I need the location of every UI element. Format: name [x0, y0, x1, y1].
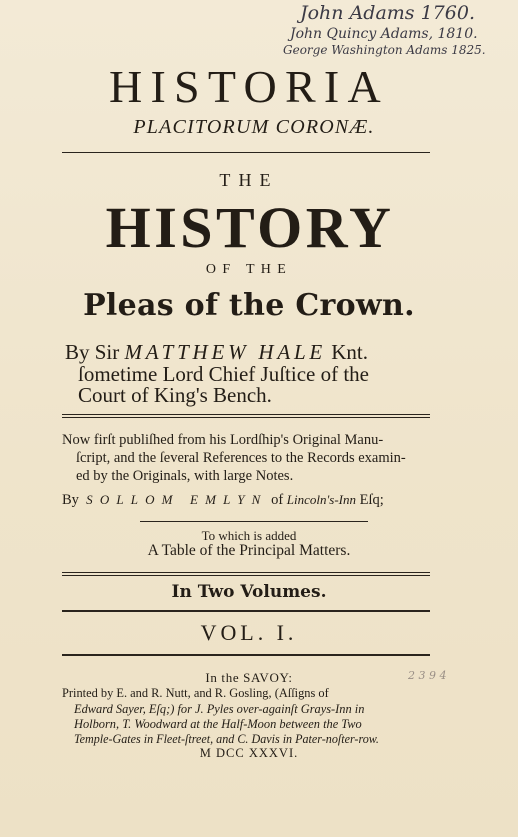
divider [62, 414, 430, 418]
divider [140, 521, 368, 522]
pencil-shelf-mark: 2 3 9 4 [408, 669, 447, 682]
subtitle-placitorum-coronae: PLACITORUM CORONÆ. [133, 116, 375, 138]
title-the: THE [219, 170, 279, 190]
author-office-line: ſometime Lord Chief Juſtice of the [78, 362, 370, 386]
title-pleas-of-the-crown: Pleas of the Crown. [83, 288, 415, 323]
publication-line-1: Now firſt publiſhed from his Lordſhip's Original Manu- [62, 432, 384, 448]
volumes-label: In Two Volumes. [171, 582, 327, 602]
editor-inn: Lincoln's-Inn [286, 492, 357, 507]
divider [62, 152, 430, 153]
signature-john-quincy-adams: John Quincy Adams, 1810. [290, 26, 478, 42]
title-historia: HISTORIA [108, 61, 390, 112]
editor-esq: Eſq; [359, 492, 384, 508]
imprint-place: In the SAVOY: [205, 670, 293, 685]
divider [62, 572, 430, 576]
author-court-line: Court of King's Bench. [78, 383, 272, 407]
volume-number: VOL. I. [200, 620, 298, 645]
author-knt: Knt. [331, 340, 369, 364]
imprint-line-1: Printed by E. and R. Nutt, and R. Gosling, (Aſſigns of [62, 686, 329, 700]
editor-line [62, 492, 434, 509]
editor-of: of [271, 492, 284, 508]
editor-by: By [62, 492, 79, 508]
publication-line-2: ſcript, and the ſeveral References to the Records examin- [76, 450, 406, 466]
divider [62, 610, 430, 612]
imprint-date: M DCC XXXVI. [199, 746, 299, 760]
title-history: HISTORY [105, 195, 395, 260]
editor-name: SOLLOM EMLYN [86, 492, 268, 507]
signature-george-washington-adams: George Washington Adams 1825. [283, 43, 486, 57]
signature-john-adams: John Adams 1760. [300, 2, 475, 24]
addition-line-2: A Table of the Principal Matters. [147, 542, 351, 559]
imprint-line-3: Holborn, T. Woodward at the Half-Moon between the Two [74, 717, 362, 731]
title-of-the: OF THE [205, 262, 293, 277]
author-name: MATTHEW HALE [124, 340, 327, 364]
imprint-line-2: Edward Sayer, Eſq;) for J. Pyles over-againſt Grays-Inn in [74, 702, 365, 716]
author-by: By Sir [65, 340, 120, 364]
divider [62, 654, 430, 656]
imprint-line-4: Temple-Gates in Fleet-ſtreet, and C. Davis in Pater-noſter-row. [74, 732, 379, 746]
publication-line-3: ed by the Originals, with large Notes. [76, 468, 294, 484]
addition-line-1: To which is added [201, 528, 297, 543]
